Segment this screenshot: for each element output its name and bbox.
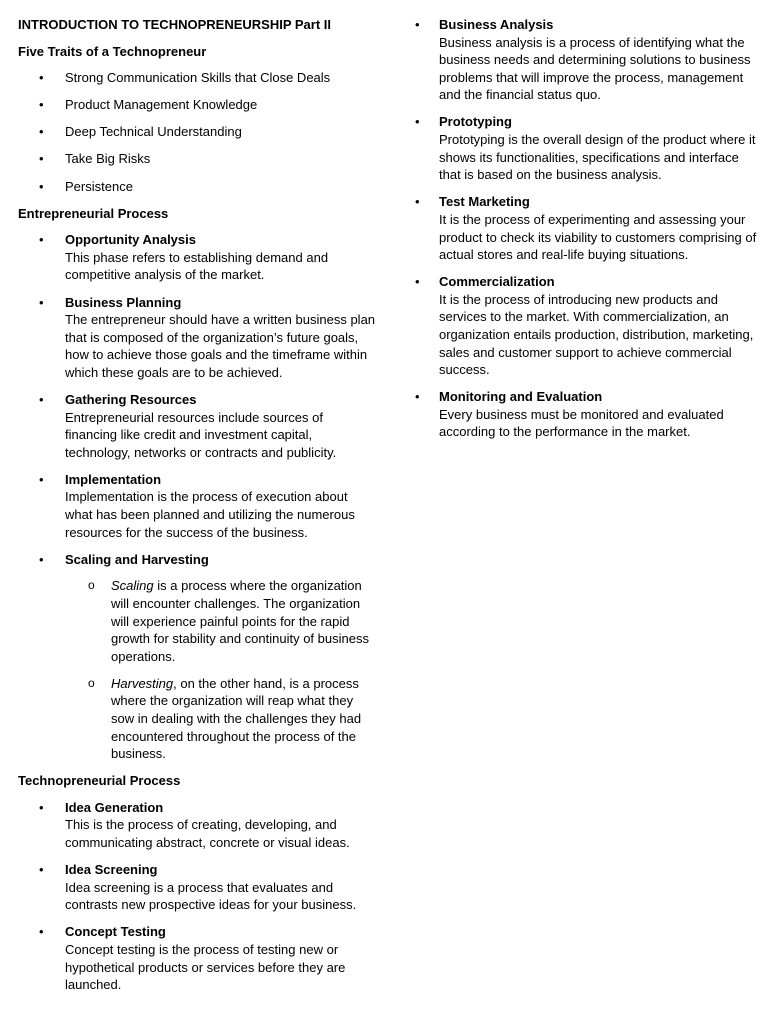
traits-list	[18, 69, 378, 195]
sub-item-term: Scaling	[111, 578, 154, 594]
list-item	[18, 861, 378, 914]
traits-section	[18, 43, 378, 196]
list-item	[18, 799, 378, 852]
item-description: It is the process of experimenting and assessing your product to check its viability to customers comprising of actual stores and real-life buying situations.	[439, 211, 757, 263]
entrepreneurial-list	[18, 231, 378, 763]
sub-list	[65, 577, 378, 762]
technopreneurial-section	[18, 772, 378, 994]
left-column	[18, 16, 378, 1003]
item-description: This phase refers to establishing demand and competitive analysis of the market.	[65, 249, 329, 283]
list-item	[412, 193, 757, 263]
list-item	[18, 923, 378, 993]
list-item: • Deep Technical Understanding	[18, 123, 378, 141]
technopreneurial-heading: Technopreneurial Process	[18, 773, 181, 789]
technopreneurial-list-left	[18, 799, 378, 994]
sub-item-text: is a process where the organization will encounter challenges. The organization will experience painful points for the rapid growth for stability and continuity of business operations.	[111, 578, 369, 664]
list-item: • Take Big Risks	[18, 150, 378, 168]
item-title: • Business Analysis	[439, 17, 554, 32]
sub-list-item	[65, 675, 378, 763]
item-description: This is the process of creating, developing, and communicating abstract, concrete or visual ideas.	[65, 817, 350, 851]
list-item: • Strong Communication Skills that Close Deals	[18, 69, 378, 87]
sub-list-item	[65, 577, 378, 665]
list-item: • Persistence	[18, 178, 378, 196]
item-description: Idea screening is a process that evaluates and contrasts new prospective ideas for your business.	[65, 879, 357, 913]
right-column	[412, 16, 757, 451]
item-title: • Scaling and Harvesting	[65, 551, 209, 567]
sub-item-text: , on the other hand, is a process where the organization will reap what they sow in dealing with the challenges they had encountered throughout the process of the business.	[111, 675, 362, 762]
item-title: • Business Planning	[65, 294, 182, 310]
entrepreneurial-heading: Entrepreneurial Process	[18, 205, 169, 221]
entrepreneurial-section	[18, 205, 378, 763]
item-description: Business analysis is a process of identifying what the business needs and determining solutions to business problems that will improve the process, management and the financial status quo.	[439, 34, 751, 103]
item-title: • Test Marketing	[439, 194, 530, 210]
item-title: • Idea Screening	[65, 862, 158, 878]
list-item	[412, 113, 757, 183]
item-description: Prototyping is the overall design of the product where it shows its functionalities, specifications and interface that is based on the business analysis.	[439, 132, 756, 183]
item-title: • Monitoring and Evaluation	[439, 389, 603, 405]
list-item	[18, 294, 378, 382]
list-item	[412, 16, 757, 104]
item-description: Every business must be monitored and evaluated according to the performance in the market.	[439, 406, 724, 440]
item-description: The entrepreneur should have a written business plan that is composed of the organization’s future goals, how to achieve those goals and the timeframe within which these goals are to be achieved.	[65, 312, 376, 380]
item-title: • Gathering Resources	[65, 392, 197, 407]
item-title: • Idea Generation	[65, 799, 164, 815]
item-title: • Commercialization	[439, 274, 555, 290]
list-item	[412, 388, 757, 441]
list-item	[18, 471, 378, 541]
item-title: • Implementation	[65, 471, 162, 487]
item-description: Entrepreneurial resources include sources of financing like credit and investment capital, technology, networks or contracts and publicity.	[65, 409, 337, 460]
list-item	[18, 551, 378, 763]
item-description: Implementation is the process of execution about what has been planned and utilizing the numerous resources for the success of the business.	[65, 489, 355, 540]
item-title: • Opportunity Analysis	[65, 232, 196, 248]
traits-heading: Five Traits of a Technopreneur	[18, 43, 207, 59]
list-item	[18, 231, 378, 284]
list-item	[18, 391, 378, 461]
document-title: INTRODUCTION TO TECHNOPRENEURSHIP Part II	[18, 17, 331, 32]
list-item: • Product Management Knowledge	[18, 96, 378, 114]
item-description: It is the process of introducing new products and services to the market. With commercialization, an organization entails production, distribution, marketing, sales and customer support to achieve commercial success.	[439, 291, 754, 378]
item-title: • Prototyping	[439, 114, 512, 130]
technopreneurial-list-right	[412, 16, 757, 441]
item-title: • Concept Testing	[65, 924, 166, 940]
sub-item-term: Harvesting	[111, 675, 174, 691]
list-item	[412, 273, 757, 379]
item-description: Concept testing is the process of testing new or hypothetical products or services before they are launched.	[65, 942, 346, 993]
